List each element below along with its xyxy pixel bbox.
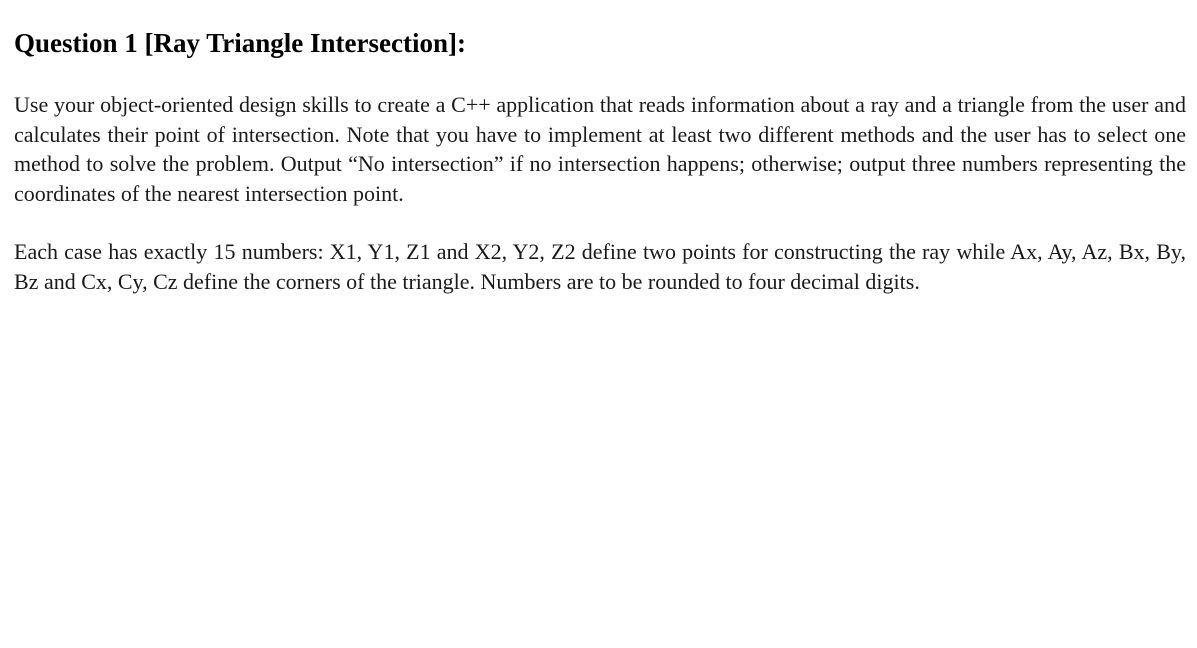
input-format-paragraph: Each case has exactly 15 numbers: X1, Y1, Z1 and X2, Y2, Z2 define two points for constructing the ray while Ax, Ay, Az, Bx, By, Bz and Cx, Cy, Cz define the corners of the triangle. Numbers are to be rounded to four decimal digits. [14,239,1186,294]
document-page [14,0,1186,296]
question-title: Question 1 [Ray Triangle Intersection]: [14,28,466,58]
task-description-paragraph: Use your object-oriented design skills to create a C++ application that reads information about a ray and a triangle from the user and calculates their point of intersection. Note that you have to implement at least two different methods and the user has to select one method to solve the problem. Output “No intersection” if no intersection happens; otherwise; output three numbers representing the coordinates of the nearest intersection point. [14,92,1186,206]
